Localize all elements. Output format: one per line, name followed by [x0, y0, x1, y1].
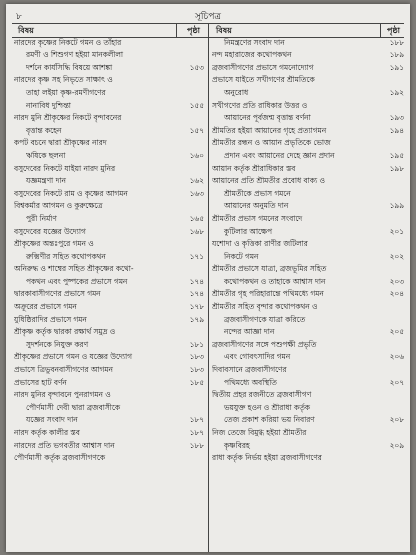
toc-entry — [212, 239, 404, 252]
toc-entry-text: প্রভাসে যাইতে সখীগণের শ্রীমতিকে — [212, 75, 315, 85]
toc-entry — [212, 289, 404, 302]
toc-entry — [14, 37, 204, 50]
toc-entry-text: নারদের কৃষ্ণের নিকটে গমন ও তাঁহার — [14, 37, 122, 47]
toc-entry — [212, 301, 404, 314]
toc-entry — [212, 364, 404, 377]
toc-entry-page: ১৫৫ — [189, 100, 204, 110]
toc-entry — [14, 402, 204, 415]
toc-entry — [212, 377, 404, 390]
toc-entry — [14, 264, 204, 277]
toc-entry-text: অনিরুদ্ধ ও শাম্বের সহিত শ্রীকৃষ্ণের কথো- — [14, 264, 134, 274]
toc-entry — [14, 213, 204, 226]
toc-entry-text: সুদর্শনকে নিযুক্ত করণ — [26, 339, 89, 349]
toc-entry-text: ব্রজবাসীগণের সঙ্গে পশুপক্ষী প্রভৃতি — [212, 339, 317, 349]
toc-entry-text: আয়ানের পূর্বজন্ম বৃত্তান্ত বর্ণনা — [224, 113, 311, 123]
toc-entry — [212, 201, 404, 214]
toc-entry — [212, 402, 404, 415]
toc-entry-page: ১৭৪ — [189, 289, 204, 299]
toc-entry — [212, 276, 404, 289]
toc-entry-text: শ্রীমতীকে প্রভাস গমনে — [224, 188, 291, 198]
toc-entry — [14, 276, 204, 289]
toc-entry — [14, 301, 204, 314]
toc-entry-text: শ্রীমতীর রন্ধন ও আয়ান প্রভৃতিকে ভোজ — [212, 138, 331, 148]
toc-entry-text: প্রদান এবং আয়ানের দেহে জ্ঞান প্রদান — [224, 150, 335, 160]
toc-entry-text: যজ্ঞমন্ত্রণা দান — [26, 176, 66, 186]
toc-entry — [14, 427, 204, 440]
toc-entry-text: নারদের প্রতি ভগবতীর আশ্বাস দান — [14, 440, 115, 450]
toc-entry — [212, 453, 404, 466]
right-entries — [212, 37, 404, 465]
toc-entry-text: আয়ান কর্তৃক শ্রীরাধিকার স্তব — [212, 163, 296, 173]
toc-entry-page: ১৮৭ — [189, 428, 204, 437]
toc-entry — [14, 352, 204, 365]
toc-entry-text: বিশ্বকর্মার আগমন ও কুরুক্ষেত্রে — [14, 201, 103, 211]
toc-entry-text: কপট বচনে দ্বারা শ্রীকৃষ্ণের নারদ — [14, 138, 107, 148]
toc-entry-text: নারদ মুনি শ্রীকৃষ্ণের নিকটে বৃন্দাবনের — [14, 113, 122, 123]
toc-entry — [14, 415, 204, 428]
toc-entry-page: ১৯৪ — [389, 125, 404, 135]
toc-entry-page: ২০২ — [389, 251, 404, 261]
toc-entry-text: এবং গোবৎসাদির গমন — [224, 352, 291, 362]
toc-entry-page: ১৬৩ — [189, 188, 204, 198]
toc-entry — [212, 440, 404, 453]
toc-entry — [212, 226, 404, 239]
toc-entry — [212, 37, 404, 50]
toc-entry-page: ১৬২ — [189, 176, 204, 186]
toc-entry — [14, 201, 204, 214]
toc-entry — [14, 113, 204, 126]
toc-entry-text: বসুদেবের নিকটে যাইয়া নারদ মুনির — [14, 163, 116, 173]
toc-entry-page: ২০১ — [389, 226, 404, 236]
toc-entry-page: ১৮৩ — [189, 352, 204, 362]
toc-entry-text: ভয়যুক্ত হওন ও শ্রীরাধা কর্তৃক — [224, 402, 310, 412]
toc-entry — [14, 390, 204, 403]
toc-entry — [212, 352, 404, 365]
toc-entry-text: শ্রীকৃষ্ণের অন্তঃপুরে গমন ও — [14, 239, 94, 249]
toc-entry-page: ১৮৯ — [389, 50, 404, 60]
page-title: সূচিপত্র — [194, 12, 222, 22]
toc-entry-page: ১৮১ — [189, 339, 204, 349]
toc-entry-page: ১৮৭ — [189, 415, 204, 425]
right-column-header — [212, 23, 404, 37]
toc-entry-text: শ্রীকৃষ্ণ কর্তৃক দ্বারকা রক্ষার্থ সমুদ্র ও — [14, 327, 116, 337]
toc-entry — [212, 427, 404, 440]
toc-entry — [212, 138, 404, 151]
toc-entry-page: ২০৩ — [389, 276, 404, 286]
toc-entry-text: শ্রীমতীর প্রভাস গমনের সংবাদে — [212, 213, 303, 223]
toc-entry-text: রুক্মিণীর সহিত কথোপকথন — [26, 251, 106, 261]
toc-entry-text: ঋষিকে ছলনা — [26, 150, 66, 160]
toc-entry-text: কৃষ্ণবিরহ — [224, 440, 250, 450]
left-column-header — [14, 23, 204, 37]
toc-entry — [14, 62, 204, 75]
toc-entry-page: ১৭৮ — [189, 302, 204, 312]
toc-entry — [14, 125, 204, 138]
toc-entry-page: ১৫৩ — [189, 62, 204, 72]
toc-entry-page: ১৯৫ — [389, 150, 404, 160]
right-column — [212, 23, 404, 465]
toc-entry — [212, 264, 404, 277]
toc-entry-page: ১৭৯ — [189, 314, 204, 324]
toc-entry-text: নিমন্ত্রণের সংবাদ দান — [224, 37, 285, 47]
toc-entry-text: নন্দের আজ্ঞা দান — [224, 327, 275, 337]
toc-entry-text: রমণী ও শিশুগণ হইয়া মানকলীলা — [26, 50, 124, 60]
toc-entry — [14, 251, 204, 264]
toc-entry-text: প্রভাসের হাট বর্ণন — [14, 377, 67, 387]
toc-entry-page: ১৭৪ — [189, 276, 204, 286]
toc-entry — [14, 289, 204, 302]
toc-entry — [212, 251, 404, 264]
toc-entry — [212, 125, 404, 138]
left-column — [14, 23, 204, 465]
toc-entry-text: নন্দ মহারাজের কথোপকথন — [212, 50, 292, 60]
toc-entry-text: যুধিষ্ঠিরাদির প্রভাসে গমন — [14, 314, 87, 324]
toc-entry-text: শ্রীমতির হইয়া আয়ানের গৃহে প্রত্যাগমন — [212, 125, 327, 135]
toc-entry — [14, 100, 204, 113]
toc-entry-page: ২০৪ — [389, 289, 404, 299]
toc-entry-text: পৌর্ণমাসী দেবী দ্বারা ব্রজবাসীকে — [26, 402, 121, 412]
toc-entry-page: ২০৬ — [389, 352, 404, 362]
toc-entry-text: অক্রূরের প্রভাসে গমন — [14, 302, 77, 312]
toc-entry — [14, 327, 204, 340]
toc-entry-text: বৃত্তান্ত কহেন — [26, 125, 62, 135]
toc-entry-page: ১৯২ — [389, 87, 404, 97]
toc-entry — [212, 339, 404, 352]
toc-entry-page: ১৯৩ — [389, 113, 404, 123]
toc-entry — [14, 314, 204, 327]
toc-entry-page: ২০৭ — [389, 377, 404, 387]
toc-entry-page: ১৮৩ — [189, 365, 204, 375]
toc-entry-page: ১৫৭ — [189, 125, 204, 135]
toc-entry-text: নিকটে গমন — [224, 251, 259, 261]
toc-entry-text: শ্রীমতীর প্রভাসে যাত্রা, ব্রজভূমির সহিত — [212, 264, 327, 274]
toc-entry-page: ২০৯ — [389, 440, 404, 450]
toc-entry — [14, 75, 204, 88]
toc-entry — [14, 440, 204, 453]
toc-entry — [212, 75, 404, 88]
toc-entry-page: ১৭১ — [189, 251, 204, 261]
toc-entry-text: ব্রজবাসীগণকে যাত্রা করিতে — [224, 314, 306, 324]
book-page — [6, 4, 410, 552]
toc-entry-page: ১৮৫ — [189, 377, 204, 387]
toc-entry-text: শ্রীকৃষ্ণের প্রভাসে গমন ও যজ্ঞের উদ্যোগ — [14, 352, 132, 362]
toc-entry — [212, 150, 404, 163]
toc-entry — [14, 453, 204, 466]
toc-entry — [212, 87, 404, 100]
toc-entry — [14, 87, 204, 100]
toc-entry-text: পথিমধ্যে অবস্থিতি — [224, 377, 277, 387]
toc-entry-page: ১৮৮ — [389, 37, 404, 47]
toc-entry-text: বসুদেবের নিকটে রাম ও কৃষ্ণের আগমন — [14, 188, 128, 198]
toc-entry — [14, 138, 204, 151]
column-divider — [208, 23, 209, 552]
toc-entry-text: তাহা লইয়া কৃষ্ণ-রমণীগণের — [26, 87, 106, 97]
left-page-label: পৃষ্ঠা — [187, 26, 200, 35]
toc-entry-page: ১৮৮ — [189, 440, 204, 450]
toc-entry — [212, 100, 404, 113]
toc-entry-text: দর্শনে কার্যসিদ্ধি বিষয়ে আশঙ্কা — [26, 62, 113, 72]
toc-entry-page: ১৯৮ — [389, 163, 404, 173]
toc-entry-text: দিবাবসানে ব্রজবাসীগণের — [212, 365, 287, 375]
page-number: ৮ — [16, 12, 22, 22]
toc-entry — [212, 314, 404, 327]
toc-entry-page: ১৬৫ — [189, 213, 204, 223]
toc-entry-text: কথোপকথন ও তাহাকে আশ্বাস দান — [224, 276, 326, 286]
toc-entry-text: নিজ তেজে বিমুগ্ধ হইয়া শ্রীমতীর — [212, 428, 307, 437]
toc-entry — [212, 163, 404, 176]
toc-entry — [212, 188, 404, 201]
toc-entry — [14, 150, 204, 163]
toc-entry — [212, 113, 404, 126]
toc-entry-page: ১৯১ — [389, 62, 404, 72]
toc-entry — [212, 62, 404, 75]
left-entries — [14, 37, 204, 465]
toc-entry — [212, 50, 404, 63]
toc-entry-text: আয়ানের প্রতি শ্রীমতীর প্রবোধ বাক্য ও — [212, 176, 325, 186]
page-header — [6, 9, 410, 21]
toc-entry-text: যজ্ঞের সংবাদ দান — [26, 415, 78, 425]
toc-entry-text: পকথন এবং পুষ্পকের প্রভাসে গমন — [26, 276, 128, 286]
right-page-label: পৃষ্ঠা — [387, 26, 400, 35]
toc-entry-text: বসুদেবের যজ্ঞের উদ্যোগ — [14, 226, 86, 236]
toc-entry-page: ১৬০ — [189, 150, 204, 160]
toc-entry — [212, 176, 404, 189]
toc-entry-page: ২০৮ — [389, 415, 404, 425]
toc-entry-text: যশোদা ও কৃত্তিকা রাণীর জটিলার — [212, 239, 308, 249]
toc-entry-text: পৌর্ণমাসী কর্তৃক ব্রজবাসীগণকে — [14, 453, 106, 463]
toc-entry-text: আয়ানের অনুমতি দান — [224, 201, 289, 211]
toc-entry-page: ২০৫ — [389, 327, 404, 337]
left-topic-label: বিষয় — [18, 26, 34, 35]
toc-entry-text: দ্বিতীয় প্রহর রজনীতে ব্রজবাসীগণ — [212, 390, 312, 400]
toc-entry-text: পুরী নির্মাণ — [26, 213, 57, 223]
toc-entry — [212, 390, 404, 403]
toc-entry-text: শ্রীমতীর গৃহ পরিহারান্তে পথিমধ্যে গমন — [212, 289, 324, 299]
toc-entry — [212, 415, 404, 428]
toc-entry-text: নারদের কৃষ্ণ সহ নিভৃতে সাক্ষাৎ ও — [14, 75, 113, 85]
toc-entry-text: দ্বারকাবাসীগণের প্রভাসে গমন — [14, 289, 101, 299]
toc-entry-page: ১৯৯ — [389, 201, 404, 211]
toc-entry — [14, 188, 204, 201]
toc-entry-text: প্রভাসে ত্রিভুবনবাসীগণের আগমন — [14, 365, 113, 375]
toc-entry — [212, 327, 404, 340]
toc-entry-text: রাধা কর্তৃক নির্ভয় হইয়া ব্রজবাসীগণের — [212, 453, 322, 463]
toc-entry-text: নারদ কর্তৃক কালীর স্তব — [14, 428, 80, 437]
toc-entry — [212, 213, 404, 226]
toc-entry-text: অনুরোধ — [224, 87, 249, 97]
toc-entry — [14, 339, 204, 352]
toc-entry-text: কুটিলার আক্ষেপ — [224, 226, 272, 236]
toc-entry-page: ১৬৮ — [189, 226, 204, 236]
toc-entry-text: তেজ প্রকাশ করিয়া ভয় নিবারণ — [224, 415, 315, 425]
toc-entry — [14, 377, 204, 390]
toc-entry — [14, 364, 204, 377]
toc-entry-text: নারদ মুনির বৃন্দাবনে পুনরাগমন ও — [14, 390, 111, 400]
toc-entry — [14, 50, 204, 63]
toc-entry-text: সখীগণের প্রতি রাধিকার উত্তর ও — [212, 100, 308, 110]
toc-entry-text: নানাবিধ দুশ্চিন্তা — [26, 100, 71, 110]
toc-entry-text: ব্রজবাসীগণের প্রভাসে গমনোদ্যোগ — [212, 62, 314, 72]
toc-entry — [14, 163, 204, 176]
right-topic-label: বিষয় — [216, 26, 232, 35]
toc-entry — [14, 239, 204, 252]
toc-entry — [14, 176, 204, 189]
toc-entry-text: শ্রীমতীর সহিত বৃন্দার কথোপকথন ও — [212, 302, 318, 312]
toc-entry — [14, 226, 204, 239]
